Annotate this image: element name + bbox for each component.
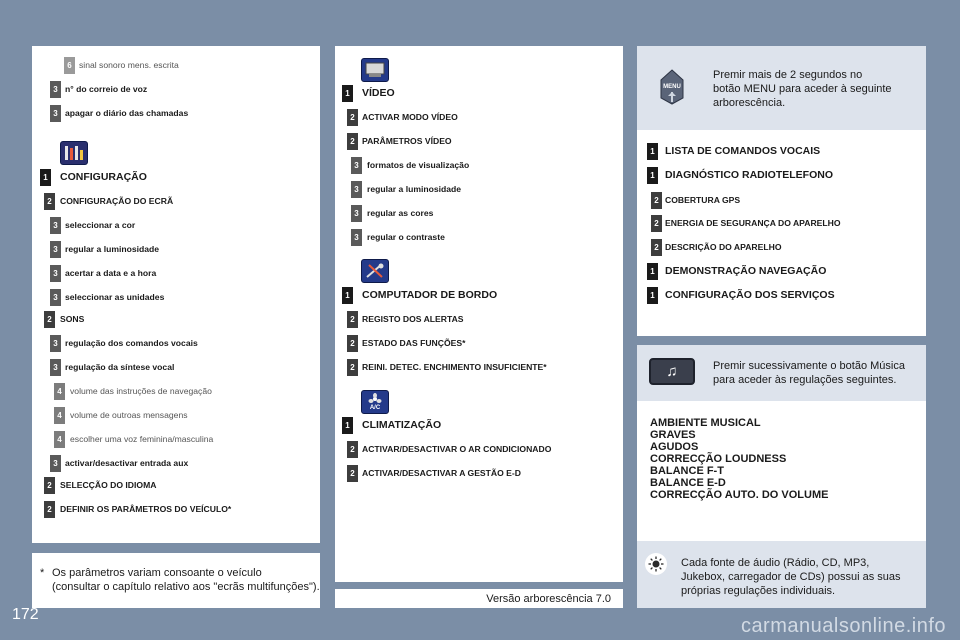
menu-label: VÍDEO [362,87,395,99]
tip-line-3: próprias regulações individuais. [681,585,836,597]
menu-row [335,108,623,128]
music-setting-item: CORRECÇÃO AUTO. DO VOLUME [650,489,829,501]
menu-row [32,406,320,426]
menu-row [335,228,623,248]
music-setting-item: BALANCE E-D [650,477,726,489]
menu-label: ACTIVAR/DESACTIVAR A GESTÃO E-D [362,468,521,478]
menu-row [32,216,320,236]
menu-label: COBERTURA GPS [665,195,741,205]
music-settings-panel [637,345,926,545]
menu-label: ACTIVAR MODO VÍDEO [362,112,458,122]
menu-label: apagar o diário das chamadas [65,108,189,118]
menu-label: PARÂMETROS VÍDEO [362,136,452,146]
trip-computer-icon [361,259,389,283]
menu-key-label: MENU [663,84,681,90]
menu-label: REINI. DETEC. ENCHIMENTO INSUFICIENTE* [362,362,547,372]
menu-label: ESTADO DAS FUNÇÕES* [362,338,466,348]
menu-label: ACTIVAR/DESACTIVAR O AR CONDICIONADO [362,444,552,454]
level-badge: 3 [50,289,61,306]
menu-row [637,166,926,186]
level-badge: 3 [50,105,61,122]
level-badge: 3 [50,241,61,258]
menu-label: CONFIGURAÇÃO DO ECRÃ [60,196,174,206]
menu-label: REGISTO DOS ALERTAS [362,314,464,324]
menu-intro-line-2: botão MENU para aceder à seguinte [713,83,892,95]
menu-row [335,84,623,104]
menu-row [335,334,623,354]
level-badge: 2 [44,311,55,328]
menu-tree-panel-left [32,46,320,543]
level-badge: 2 [44,477,55,494]
music-setting-item: GRAVES [650,429,696,441]
menu-row [32,310,320,330]
level-badge: 4 [54,431,65,448]
menu-label: regular o contraste [367,232,445,242]
menu-row [637,214,926,234]
level-badge: 3 [351,229,362,246]
level-badge: 1 [647,167,658,184]
menu-row [32,264,320,284]
level-badge: 1 [342,287,353,304]
menu-row [335,440,623,460]
climate-icon-label: A/C [369,404,381,411]
menu-label: SELECÇÃO DO IDIOMA [60,480,157,490]
menu-label: SONS [60,314,85,324]
level-badge: 3 [351,157,362,174]
level-badge: 3 [50,217,61,234]
level-badge: 1 [342,417,353,434]
menu-row [32,168,320,188]
footnote-mark: * [40,567,45,579]
menu-row [32,56,320,76]
music-setting-item: BALANCE F-T [650,465,724,477]
menu-label: volume das instruções de navegação [70,386,212,396]
menu-label: acertar a data e a hora [65,268,157,278]
level-badge: 3 [351,205,362,222]
level-badge: 2 [347,133,358,150]
music-intro-band [637,345,926,401]
menu-row [335,464,623,484]
level-badge: 2 [44,193,55,210]
tip-line-1: Cada fonte de áudio (Rádio, CD, MP3, [681,557,870,569]
level-badge: 1 [647,143,658,160]
level-badge: 2 [347,311,358,328]
menu-row [32,476,320,496]
menu-label: ENERGIA DE SEGURANÇA DO APARELHO [665,218,841,228]
menu-row [637,238,926,258]
menu-row [637,142,926,162]
menu-row [32,104,320,124]
level-badge: 1 [647,263,658,280]
level-badge: 1 [342,85,353,102]
menu-intro-line-1: Premir mais de 2 segundos no [713,69,863,81]
footnote-panel [32,553,320,608]
music-setting-item: AMBIENTE MUSICAL [650,417,761,429]
menu-label: DIAGNÓSTICO RADIOTELEFONO [665,169,833,181]
menu-row [32,240,320,260]
menu-key-icon [659,68,685,106]
music-intro-line-1: Premir sucessivamente o botão Música [713,360,905,372]
lightbulb-tip-icon [645,553,667,575]
level-badge: 2 [347,335,358,352]
menu-row [32,192,320,212]
level-badge: 1 [40,169,51,186]
menu-label: n° do correio de voz [65,84,148,94]
version-label: Versão arborescência 7.0 [486,593,611,605]
menu-row [32,358,320,378]
menu-label: regular as cores [367,208,434,218]
page-number: 172 [12,606,39,623]
menu-label: CONFIGURAÇÃO DOS SERVIÇOS [665,289,835,301]
menu-row [335,358,623,378]
menu-label: sinal sonoro mens. escrita [79,60,179,70]
audio-tip-panel [637,541,926,608]
menu-label: activar/desactivar entrada aux [65,458,189,468]
menu-row [335,204,623,224]
menu-label: seleccionar as unidades [65,292,165,302]
menu-label: COMPUTADOR DE BORDO [362,289,498,301]
menu-label: LISTA DE COMANDOS VOCAIS [665,145,821,157]
menu-label: volume de outroas mensagens [70,410,188,420]
music-settings-list [650,417,828,501]
music-intro-line-2: para aceder às regulações seguintes. [713,374,897,386]
music-setting-item: AGUDOS [650,441,699,453]
menu-row [335,310,623,330]
menu-row [335,416,623,436]
level-badge: 2 [44,501,55,518]
menu-intro-band [637,46,926,130]
menu-label: regulação dos comandos vocais [65,338,198,348]
menu-row [32,382,320,402]
menu-row [637,286,926,306]
tip-line-2: Jukebox, carregador de CDs) possui as suas [681,571,901,583]
level-badge: 3 [50,335,61,352]
level-badge: 3 [351,181,362,198]
level-badge: 2 [651,239,662,256]
menu-row [335,156,623,176]
menu-tree-panel-right [637,46,926,336]
music-setting-item: CORRECÇÃO LOUDNESS [650,453,787,465]
menu-label: CLIMATIZAÇÃO [362,419,442,431]
menu-row [335,132,623,152]
video-screen-icon [361,58,389,82]
menu-label: regular a luminosidade [65,244,160,254]
menu-tree-panel-middle [335,46,623,582]
level-badge: 2 [347,109,358,126]
level-badge: 3 [50,359,61,376]
level-badge: 4 [54,383,65,400]
menu-label: escolher uma voz feminina/masculina [70,434,214,444]
level-badge: 2 [651,215,662,232]
music-note-icon: ♫ [649,358,695,385]
level-badge: 1 [647,287,658,304]
menu-row [32,80,320,100]
menu-label: DEFINIR OS PARÂMETROS DO VEÍCULO* [60,504,232,514]
level-badge: 3 [50,455,61,472]
level-badge: 2 [347,465,358,482]
version-bar [335,589,623,608]
climate-fan-icon [361,390,389,414]
menu-row [637,191,926,211]
menu-label: DEMONSTRAÇÃO NAVEGAÇÃO [665,265,827,277]
watermark: carmanualsonline.info [740,615,946,637]
menu-row [32,288,320,308]
menu-row [32,334,320,354]
level-badge: 3 [50,81,61,98]
footnote-line-2: (consultar o capítulo relativo aos "ecrãs multifunções"). [52,581,320,593]
level-badge: 2 [347,441,358,458]
level-badge: 2 [347,359,358,376]
footnote-line-1: Os parâmetros variam consoante o veículo [52,567,262,579]
level-badge: 3 [50,265,61,282]
menu-row [32,454,320,474]
menu-row [335,180,623,200]
menu-label: DESCRIÇÃO DO APARELHO [665,242,782,252]
menu-intro-line-3: arborescência. [713,97,786,109]
menu-label: CONFIGURAÇÃO [60,171,147,183]
menu-label: regular a luminosidade [367,184,462,194]
level-badge: 2 [651,192,662,209]
menu-label: regulação da síntese vocal [65,362,175,372]
menu-label: formatos de visualização [367,160,470,170]
menu-row [32,500,320,520]
menu-label: seleccionar a cor [65,220,136,230]
menu-row [335,286,623,306]
level-badge: 4 [54,407,65,424]
settings-tools-icon [60,141,88,165]
menu-row [637,262,926,282]
menu-row [32,430,320,450]
level-badge: 6 [64,57,75,74]
